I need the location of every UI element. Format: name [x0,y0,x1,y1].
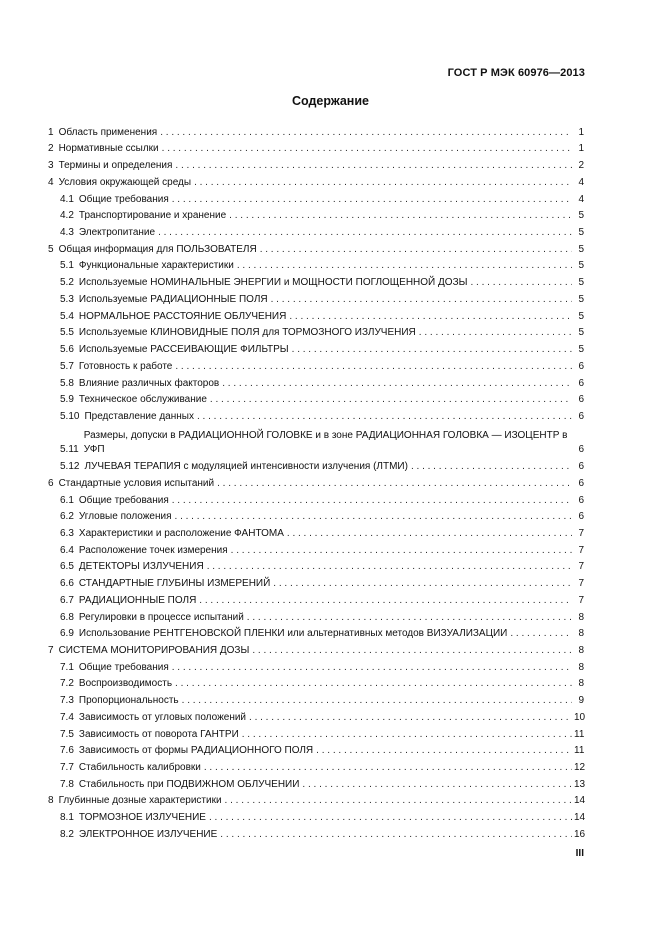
toc-entry-page: 5 [578,210,584,222]
toc-entry-number: 6.6 [60,578,74,590]
toc-leader-dots [210,394,572,406]
toc-entry-title: РАДИАЦИОННЫЕ ПОЛЯ [78,594,197,606]
toc-entry-number: 5.5 [60,327,74,339]
toc-entry-title: Глубинные дозные характеристики [58,795,222,807]
toc-leader-dots [231,545,572,557]
toc-leader-dots [175,511,572,523]
toc-entry-title: Стабильность при ПОДВИЖНОМ ОБЛУЧЕНИИ [78,778,300,790]
toc-entry-page: 11 [574,728,585,740]
toc-leader-dots [220,829,572,841]
toc-entry-number: 5.10 [60,410,80,422]
toc-entry[interactable] [48,406,584,423]
toc-entry-title: ДЕТЕКТОРЫ ИЗЛУЧЕНИЯ [78,561,204,573]
toc-leader-dots [162,143,572,155]
toc-entry-page: 6 [578,477,584,489]
toc-entry-title: Представление данных [84,410,194,422]
toc-entry[interactable] [48,155,584,172]
toc-entry-page: 11 [574,745,585,757]
toc-entry-page: 4 [578,176,584,188]
toc-entry-title: Готовность к работе [78,360,173,372]
toc-leader-dots [292,344,572,356]
toc-entry-title: Транспортирование и хранение [78,210,227,222]
toc-entry-page: 6 [578,444,584,456]
toc-entry-page: 6 [578,494,584,506]
toc-entry-number: 5.8 [60,377,74,389]
toc-entry-number: 5.12 [60,461,80,473]
toc-entry[interactable] [48,222,584,239]
toc-entry[interactable] [48,239,584,256]
toc-entry[interactable] [48,122,584,139]
toc-entry-page: 7 [578,578,584,590]
toc-entry-number: 8.1 [60,812,74,824]
toc-entry[interactable] [48,356,584,373]
toc-entry-number: 5.1 [60,260,74,272]
toc-leader-dots [287,528,572,540]
toc-entry-page: 10 [574,711,586,723]
toc-entry-page: 1 [578,126,584,138]
toc-leader-dots [229,210,572,222]
toc-entry[interactable] [48,139,584,156]
toc-entry[interactable] [48,523,584,540]
toc-entry[interactable] [48,323,584,340]
toc-entry[interactable] [48,490,584,507]
toc-entry-title: Общие требования [78,494,169,506]
page-title: Содержание [291,94,369,108]
toc-entry[interactable] [48,557,584,574]
toc-entry-title: ЭЛЕКТРОННОЕ ИЗЛУЧЕНИЕ [78,828,218,840]
toc-entry[interactable] [48,507,584,524]
toc-entry-title: Регулировки в процессе испытаний [78,611,244,623]
page-number: III [575,848,584,859]
toc-entry[interactable] [48,674,584,691]
toc-entry-page: 13 [574,778,586,790]
toc-entry-title: Условия окружающей среды [58,176,192,188]
toc-entry-number: 7.5 [60,728,74,740]
toc-entry-title: НОРМАЛЬНОЕ РАССТОЯНИЕ ОБЛУЧЕНИЯ [78,310,287,322]
toc-entry[interactable] [48,757,584,774]
toc-entry-number: 6.3 [60,527,74,539]
toc-entry[interactable] [48,774,584,791]
toc-entry-number: 6.1 [60,494,74,506]
toc-leader-dots [249,712,572,724]
toc-leader-dots [197,411,572,423]
toc-leader-dots [316,745,572,757]
toc-entry-title: Использование РЕНТГЕНОВСКОЙ ПЛЕНКИ или альтернативных методов ВИЗУАЛИЗАЦИИ [78,628,508,640]
toc-entry-page: 7 [578,544,584,556]
toc-leader-dots [225,795,572,807]
toc-leader-dots [411,461,572,473]
toc-leader-dots [204,762,572,774]
toc-entry-number: 6.8 [60,611,74,623]
toc-entry-page: 6 [578,394,584,406]
toc-entry-number: 8 [48,795,54,807]
toc-leader-dots [217,478,572,490]
toc-leader-dots [158,227,572,239]
toc-entry-title: Влияние различных факторов [78,377,220,389]
toc-entry-page: 2 [578,160,584,172]
toc-entry-title: Стабильность калибровки [78,762,201,774]
toc-leader-dots [289,311,572,323]
toc-entry-number: 4 [48,176,54,188]
toc-entry[interactable] [48,339,584,356]
toc-entry-number: 5.3 [60,293,74,305]
toc-leader-dots [419,327,572,339]
toc-entry-page: 5 [578,277,584,289]
toc-entry-number: 7.7 [60,762,74,774]
toc-entry-number: 8.2 [60,828,74,840]
toc-entry-page: 8 [578,628,584,640]
toc-entry-number: 6.2 [60,511,74,523]
toc-leader-dots [182,695,572,707]
toc-entry[interactable] [48,807,584,824]
toc-leader-dots [237,260,572,272]
toc-entry[interactable] [48,824,584,841]
toc-entry-page: 7 [578,527,584,539]
toc-entry-page: 16 [574,828,586,840]
toc-entry[interactable] [48,791,584,808]
toc-entry-title: Функциональные характеристики [78,260,234,272]
toc-entry[interactable] [48,624,584,641]
toc-entry-number: 5.6 [60,344,74,356]
toc-entry-title: Используемые РАДИАЦИОННЫЕ ПОЛЯ [78,293,268,305]
toc-leader-dots [199,595,572,607]
toc-entry-number: 7 [48,645,54,656]
toc-leader-dots [260,244,572,256]
toc-entry-title: Нормативные ссылки [58,143,159,155]
toc-entry[interactable] [48,724,584,741]
toc-entry-number: 5.7 [60,360,74,372]
toc-leader-dots [510,628,572,640]
toc-entry-number: 7.1 [60,661,74,673]
toc-entry-title: Электропитание [78,227,156,239]
toc-entry-page: 14 [574,795,586,807]
toc-leader-dots [273,578,572,590]
toc-entry-number: 7.2 [60,678,74,690]
toc-entry[interactable] [48,272,584,289]
toc-entry-number: 5.11 [60,444,79,456]
toc-leader-dots [252,645,572,657]
toc-entry-page: 1 [578,143,584,155]
toc-entry-title: СИСТЕМА МОНИТОРИРОВАНИЯ ДОЗЫ [58,645,250,656]
toc-entry-number: 7.4 [60,711,74,723]
toc-leader-dots [172,194,572,206]
toc-entry-title: Область применения [58,126,158,138]
toc-entry-number: 6 [48,477,54,489]
document-code: ГОСТ Р МЭК 60976—2013 [447,67,585,79]
toc-entry-title: Общая информация для ПОЛЬЗОВАТЕЛЯ [58,243,257,255]
toc-entry[interactable] [48,707,584,724]
toc-leader-dots [209,812,572,824]
toc-leader-dots [207,561,572,573]
toc-entry[interactable] [48,473,584,490]
toc-entry[interactable] [48,456,584,473]
toc-entry-number: 4.3 [60,227,74,239]
toc-entry[interactable] [48,206,584,223]
toc-entry[interactable] [48,657,584,674]
toc-entry-page: 14 [574,812,586,824]
table-of-contents [48,122,584,841]
toc-entry-title: Зависимость от поворота ГАНТРИ [78,728,239,740]
toc-entry-page: 6 [578,511,584,523]
toc-entry[interactable] [48,289,584,306]
toc-entry-number: 6.7 [60,594,74,606]
toc-entry-number: 2 [48,143,54,155]
toc-entry-number: 6.5 [60,561,74,573]
toc-entry-title: Термины и определения [58,160,173,172]
toc-entry-title: ТОРМОЗНОЕ ИЗЛУЧЕНИЕ [78,812,206,824]
toc-entry[interactable] [48,640,584,657]
toc-entry[interactable] [48,256,584,273]
toc-entry-page: 5 [578,227,584,239]
toc-entry-page: 8 [578,645,584,656]
toc-entry-number: 5 [48,243,54,255]
toc-entry-page: 5 [578,260,584,272]
toc-entry-number: 5.2 [60,277,74,289]
toc-entry-title: Зависимость от угловых положений [78,711,247,723]
toc-entry-page: 12 [574,762,586,774]
toc-entry[interactable] [48,690,584,707]
toc-entry-page: 4 [578,193,584,205]
toc-entry-page: 6 [578,360,584,372]
toc-entry-title: Размеры, допуски в РАДИАЦИОННОЙ ГОЛОВКЕ и в зоне РАДИАЦИОННАЯ ГОЛОВКА — ИЗОЦЕНТР в УФП [83,430,568,455]
toc-entry[interactable] [48,607,584,624]
toc-entry-page: 6 [578,410,584,422]
toc-entry[interactable] [48,390,584,407]
toc-entry-title: Общие требования [78,661,169,673]
toc-leader-dots [247,612,572,624]
toc-entry-number: 4.2 [60,210,74,222]
toc-leader-dots [302,779,572,791]
toc-leader-dots [175,678,572,690]
toc-entry-page: 5 [578,310,584,322]
toc-entry-page: 5 [578,293,584,305]
toc-entry-title: Зависимость от формы РАДИАЦИОННОГО ПОЛЯ [78,745,314,757]
toc-leader-dots [242,729,572,741]
toc-entry-page: 8 [578,678,584,690]
toc-entry-title: Используемые РАССЕИВАЮЩИЕ ФИЛЬТРЫ [78,344,289,356]
toc-entry-number: 5.9 [60,394,74,406]
toc-entry-number: 6.9 [60,628,74,640]
toc-entry-title: Используемые КЛИНОВИДНЫЕ ПОЛЯ для ТОРМОЗНОГО ИЗЛУЧЕНИЯ [78,327,416,339]
toc-entry[interactable] [48,189,584,206]
toc-entry-title: ЛУЧЕВАЯ ТЕРАПИЯ с модуляцией интенсивности излучения (ЛТМИ) [84,461,408,473]
toc-leader-dots [175,160,572,172]
toc-entry-number: 3 [48,160,54,172]
toc-entry-page: 7 [578,594,584,606]
toc-entry-number: 1 [48,126,54,138]
toc-entry-page: 5 [578,243,584,255]
toc-entry[interactable] [48,423,584,456]
toc-entry-page: 5 [578,327,584,339]
toc-entry-title: Воспроизводимость [78,678,173,690]
toc-entry-title: Пропорциональность [78,695,179,707]
toc-leader-dots [222,378,572,390]
toc-entry-page: 7 [578,561,584,573]
toc-entry[interactable] [48,373,584,390]
toc-entry-title: Техническое обслуживание [78,394,207,406]
toc-entry-title: СТАНДАРТНЫЕ ГЛУБИНЫ ИЗМЕРЕНИЙ [78,578,271,590]
toc-entry-title: Расположение точек измерения [78,544,228,556]
toc-entry-page: 6 [578,461,584,473]
toc-entry[interactable] [48,306,584,323]
toc-entry[interactable] [48,573,584,590]
toc-entry-number: 4.1 [60,193,74,205]
toc-entry[interactable] [48,172,584,189]
toc-entry-title: Угловые положения [78,511,172,523]
toc-entry-number: 7.6 [60,745,74,757]
toc-entry-number: 7.8 [60,778,74,790]
toc-entry-page: 6 [578,377,584,389]
toc-entry-page: 5 [578,344,584,356]
toc-entry-title: Стандартные условия испытаний [58,477,215,489]
toc-leader-dots [172,662,572,674]
toc-entry[interactable] [48,540,584,557]
toc-leader-dots [194,177,572,189]
toc-leader-dots [470,277,572,289]
toc-entry[interactable] [48,741,584,758]
toc-entry[interactable] [48,590,584,607]
toc-entry-title: Используемые НОМИНАЛЬНЫЕ ЭНЕРГИИ и МОЩНОСТИ ПОГЛОЩЕННОЙ ДОЗЫ [78,277,468,289]
toc-entry-number: 6.4 [60,544,74,556]
toc-leader-dots [160,127,572,139]
toc-entry-number: 5.4 [60,310,74,322]
toc-leader-dots [172,495,572,507]
toc-entry-page: 8 [578,661,584,673]
toc-entry-title: Общие требования [78,193,169,205]
toc-leader-dots [175,361,572,373]
toc-entry-page: 8 [578,611,584,623]
toc-entry-page: 9 [578,695,584,707]
toc-entry-title: Характеристики и расположение ФАНТОМА [78,527,284,539]
toc-leader-dots [271,294,572,306]
toc-entry-number: 7.3 [60,695,74,707]
